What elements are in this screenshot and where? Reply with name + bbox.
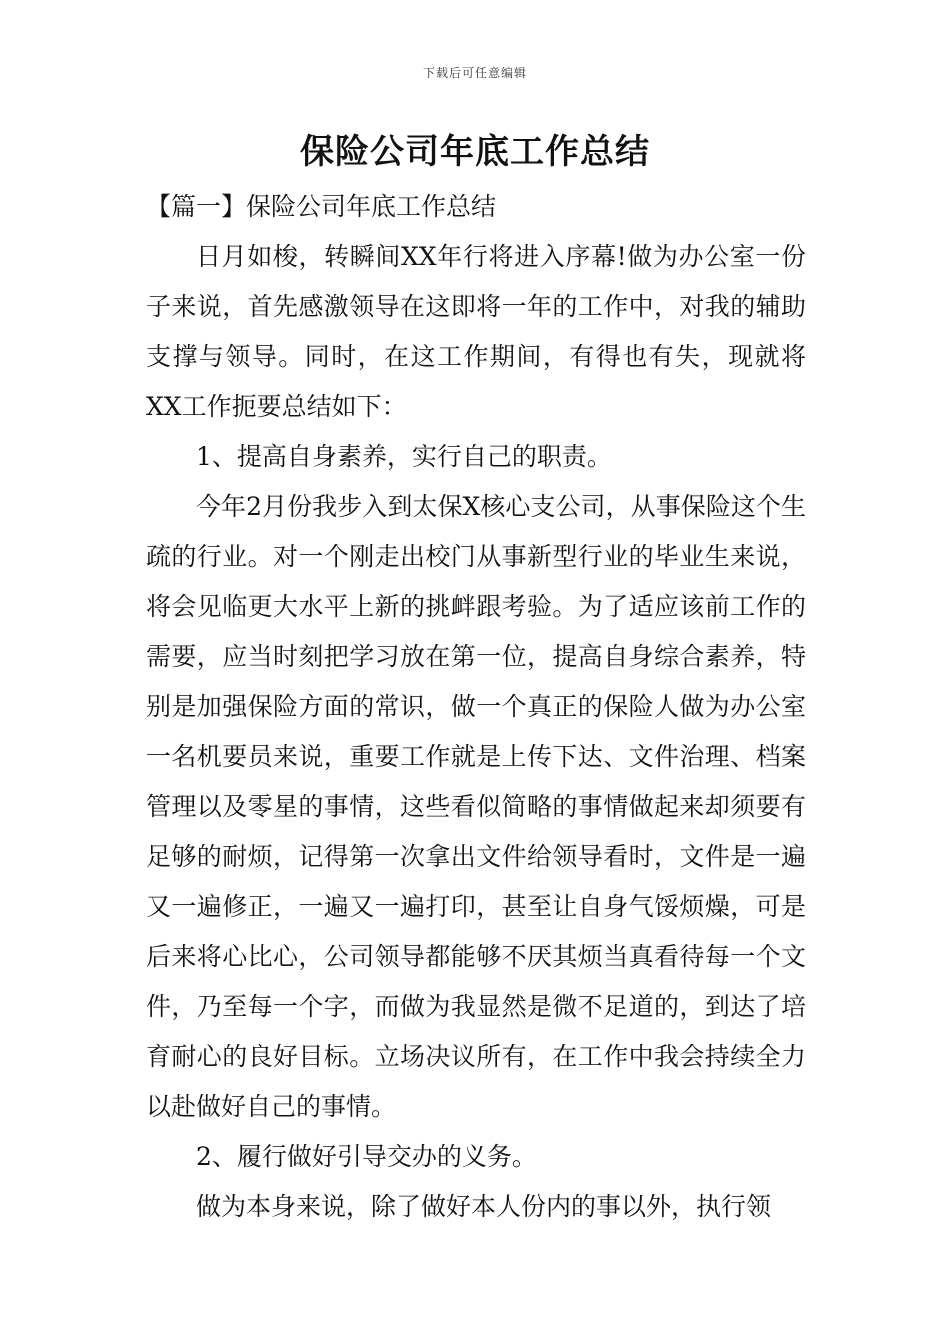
paragraph-point-2-body: 做为本身来说，除了做好本人份内的事以外，执行领 (196, 1192, 772, 1221)
paragraph-point-1-body: 今年2月份我步入到太保X核心支公司，从事保险这个生疏的行业。对一个刚走出校门从事新型行业的毕业生来说，将会见临更大水平上新的挑衅跟考验。为了适应该前工作的需要，应当时刻把学习放在第一位，提高自身综合素养，特别是加强保险方面的常识，做一个真正的保险人做为办公室一名机要员来说，重要工作就是上传下达、文件治理、档案管理以及零星的事情，这些看似简略的事情做起来却须要有足够的耐烦，记得第一次拿出文件给领导看时，文件是一遍又一遍修正，一遍又一遍打印，甚至让自身气馁烦燥，可是后来将心比心，公司领导都能够不厌其烦当真看待每一个文件，乃至每一个字，而做为我显然是微不足道的，到达了培育耐心的良好目标。立场决议所有，在工作中我会持续全力以赴做好自己的事情。 (146, 492, 806, 1121)
document-title: 保险公司年底工作总结 (300, 132, 650, 172)
header-note: 下载后可任意编辑 (422, 66, 527, 80)
section-heading: 【篇一】保险公司年底工作总结 (146, 192, 497, 221)
paragraph-point-2-heading: 2、履行做好引导交办的义务。 (196, 1142, 537, 1171)
paragraph-point-1-heading: 1、提高自身素养，实行自己的职责。 (196, 442, 612, 471)
paragraph-intro: 日月如梭，转瞬间XX年行将进入序幕!做为办公室一份子来说，首先感激领导在这即将一年的工作中，对我的辅助支撑与领导。同时，在这工作期间，有得也有失，现就将XX工作扼要总结如下： (146, 242, 806, 421)
document-body (146, 182, 806, 1232)
